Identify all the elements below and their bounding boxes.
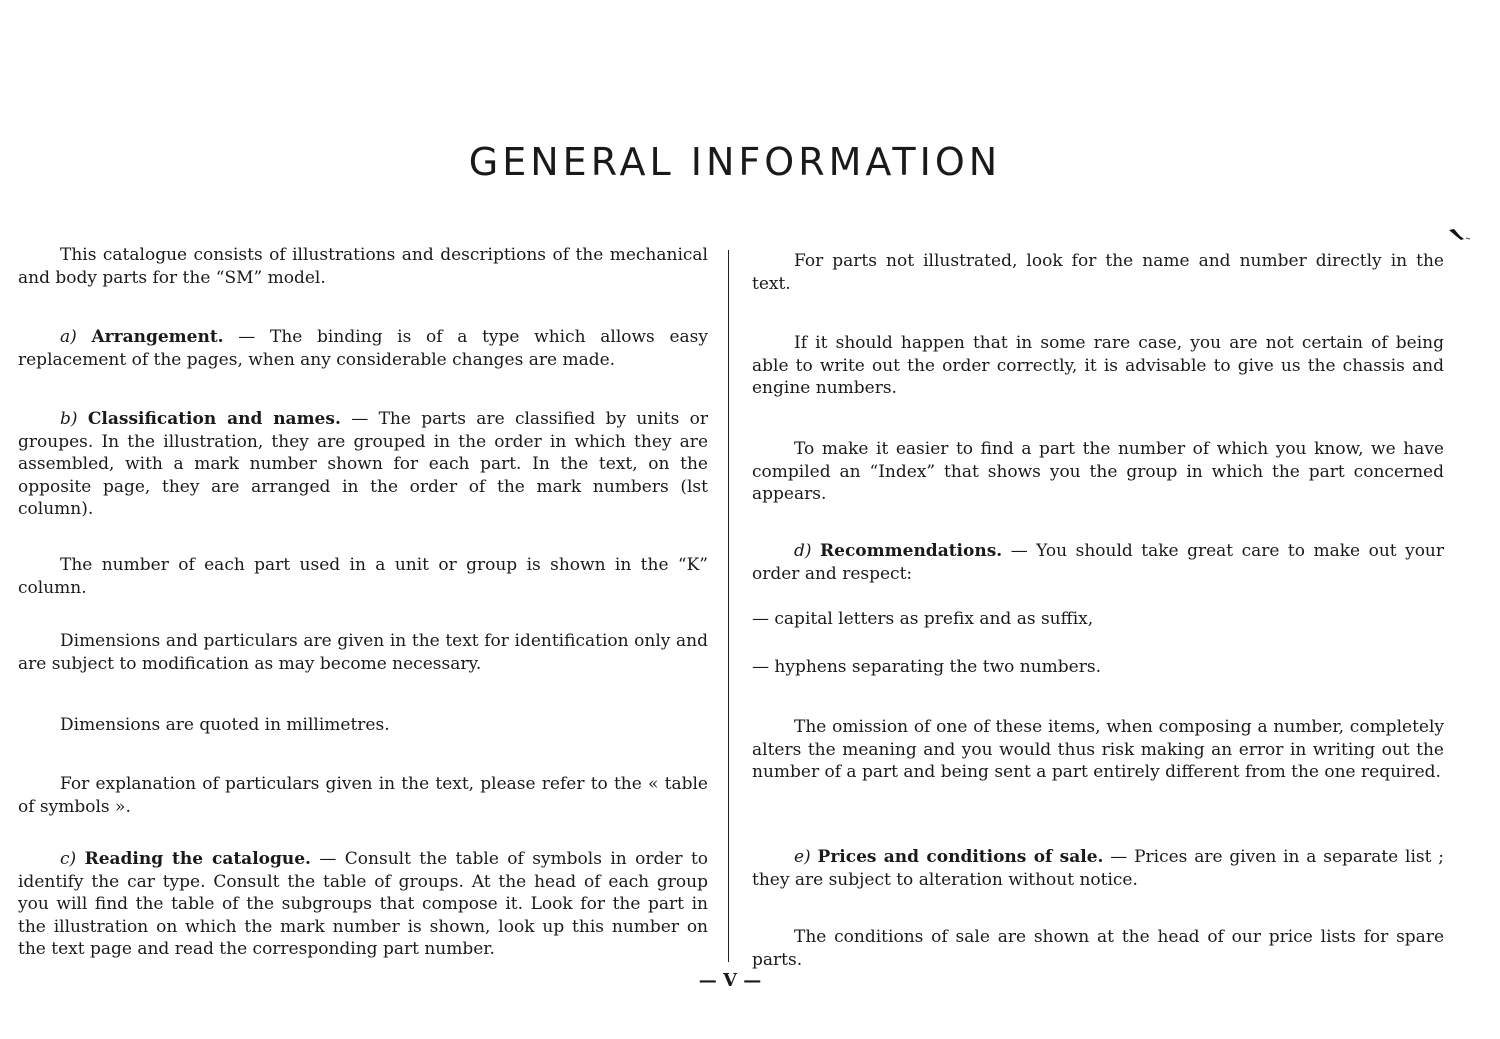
uncertain-order-paragraph: If it should happen that in some rare case, you are not certain of being able to write out the order correctly, it is advisable to give us the chassis and engine numbers. bbox=[752, 333, 1444, 398]
millimetres-paragraph: Dimensions are quoted in millimetres. bbox=[60, 715, 390, 735]
index-paragraph: To make it easier to find a part the number of which you know, we have compiled an “Index” that shows you the group in which the part concerned appears. bbox=[752, 439, 1444, 504]
capital-letters-item: — capital letters as prefix and as suffix, bbox=[752, 609, 1094, 629]
page-title: GENERAL INFORMATION bbox=[468, 140, 1002, 184]
page-number: — V — bbox=[698, 970, 762, 991]
arrangement-paragraph: a) Arrangement. — The binding is of a type which allows easy replacement of the pages, when any considerable changes are made. bbox=[18, 327, 708, 370]
omission-paragraph: The omission of one of these items, when composing a number, completely alters the meaning and you would thus risk making an error in writing out the number of a part and being sent a part entirely different from the one required. bbox=[752, 717, 1444, 782]
recommendations-paragraph: d) Recommendations. — You should take great care to make out your order and respect: bbox=[752, 541, 1445, 584]
quantity-paragraph: The number of each part used in a unit or group is shown in the “K” column. bbox=[18, 555, 708, 598]
prices-paragraph: e) Prices and conditions of sale. — Prices are given in a separate list ; they are subject to alteration without notice. bbox=[752, 847, 1445, 890]
intro-paragraph: This catalogue consists of illustrations and descriptions of the mechanical and body parts for the “SM” model. bbox=[18, 245, 708, 288]
dimensions-paragraph: Dimensions and particulars are given in the text for identification only and are subject to modification as may become necessary. bbox=[18, 631, 708, 674]
reading-paragraph: c) Reading the catalogue. — Consult the table of symbols in order to identify the car type. Consult the table of groups. At the head of each group you will find the table of the subgroups that compose it. Look for the part in the illustration on which the mark number is shown, look up this number on the text page and read the corresponding part number. bbox=[18, 849, 709, 959]
conditions-paragraph: The conditions of sale are shown at the head of our price lists for spare parts. bbox=[752, 927, 1444, 970]
classification-paragraph: b) Classification and names. — The parts are classified by units or groupes. In the illustration, they are grouped in the order in which they are assembled, with a mark number shown for each part. In the text, on the opposite page, they are arranged in the order of the mark numbers (lst column). bbox=[18, 409, 709, 519]
symbols-paragraph: For explanation of particulars given in the text, please refer to the « table of symbols ». bbox=[18, 774, 708, 817]
ink-speck-mark bbox=[1448, 227, 1470, 241]
not-illustrated-paragraph: For parts not illustrated, look for the name and number directly in the text. bbox=[752, 251, 1444, 294]
hyphens-item: — hyphens separating the two numbers. bbox=[752, 657, 1101, 677]
column-divider bbox=[728, 250, 729, 962]
